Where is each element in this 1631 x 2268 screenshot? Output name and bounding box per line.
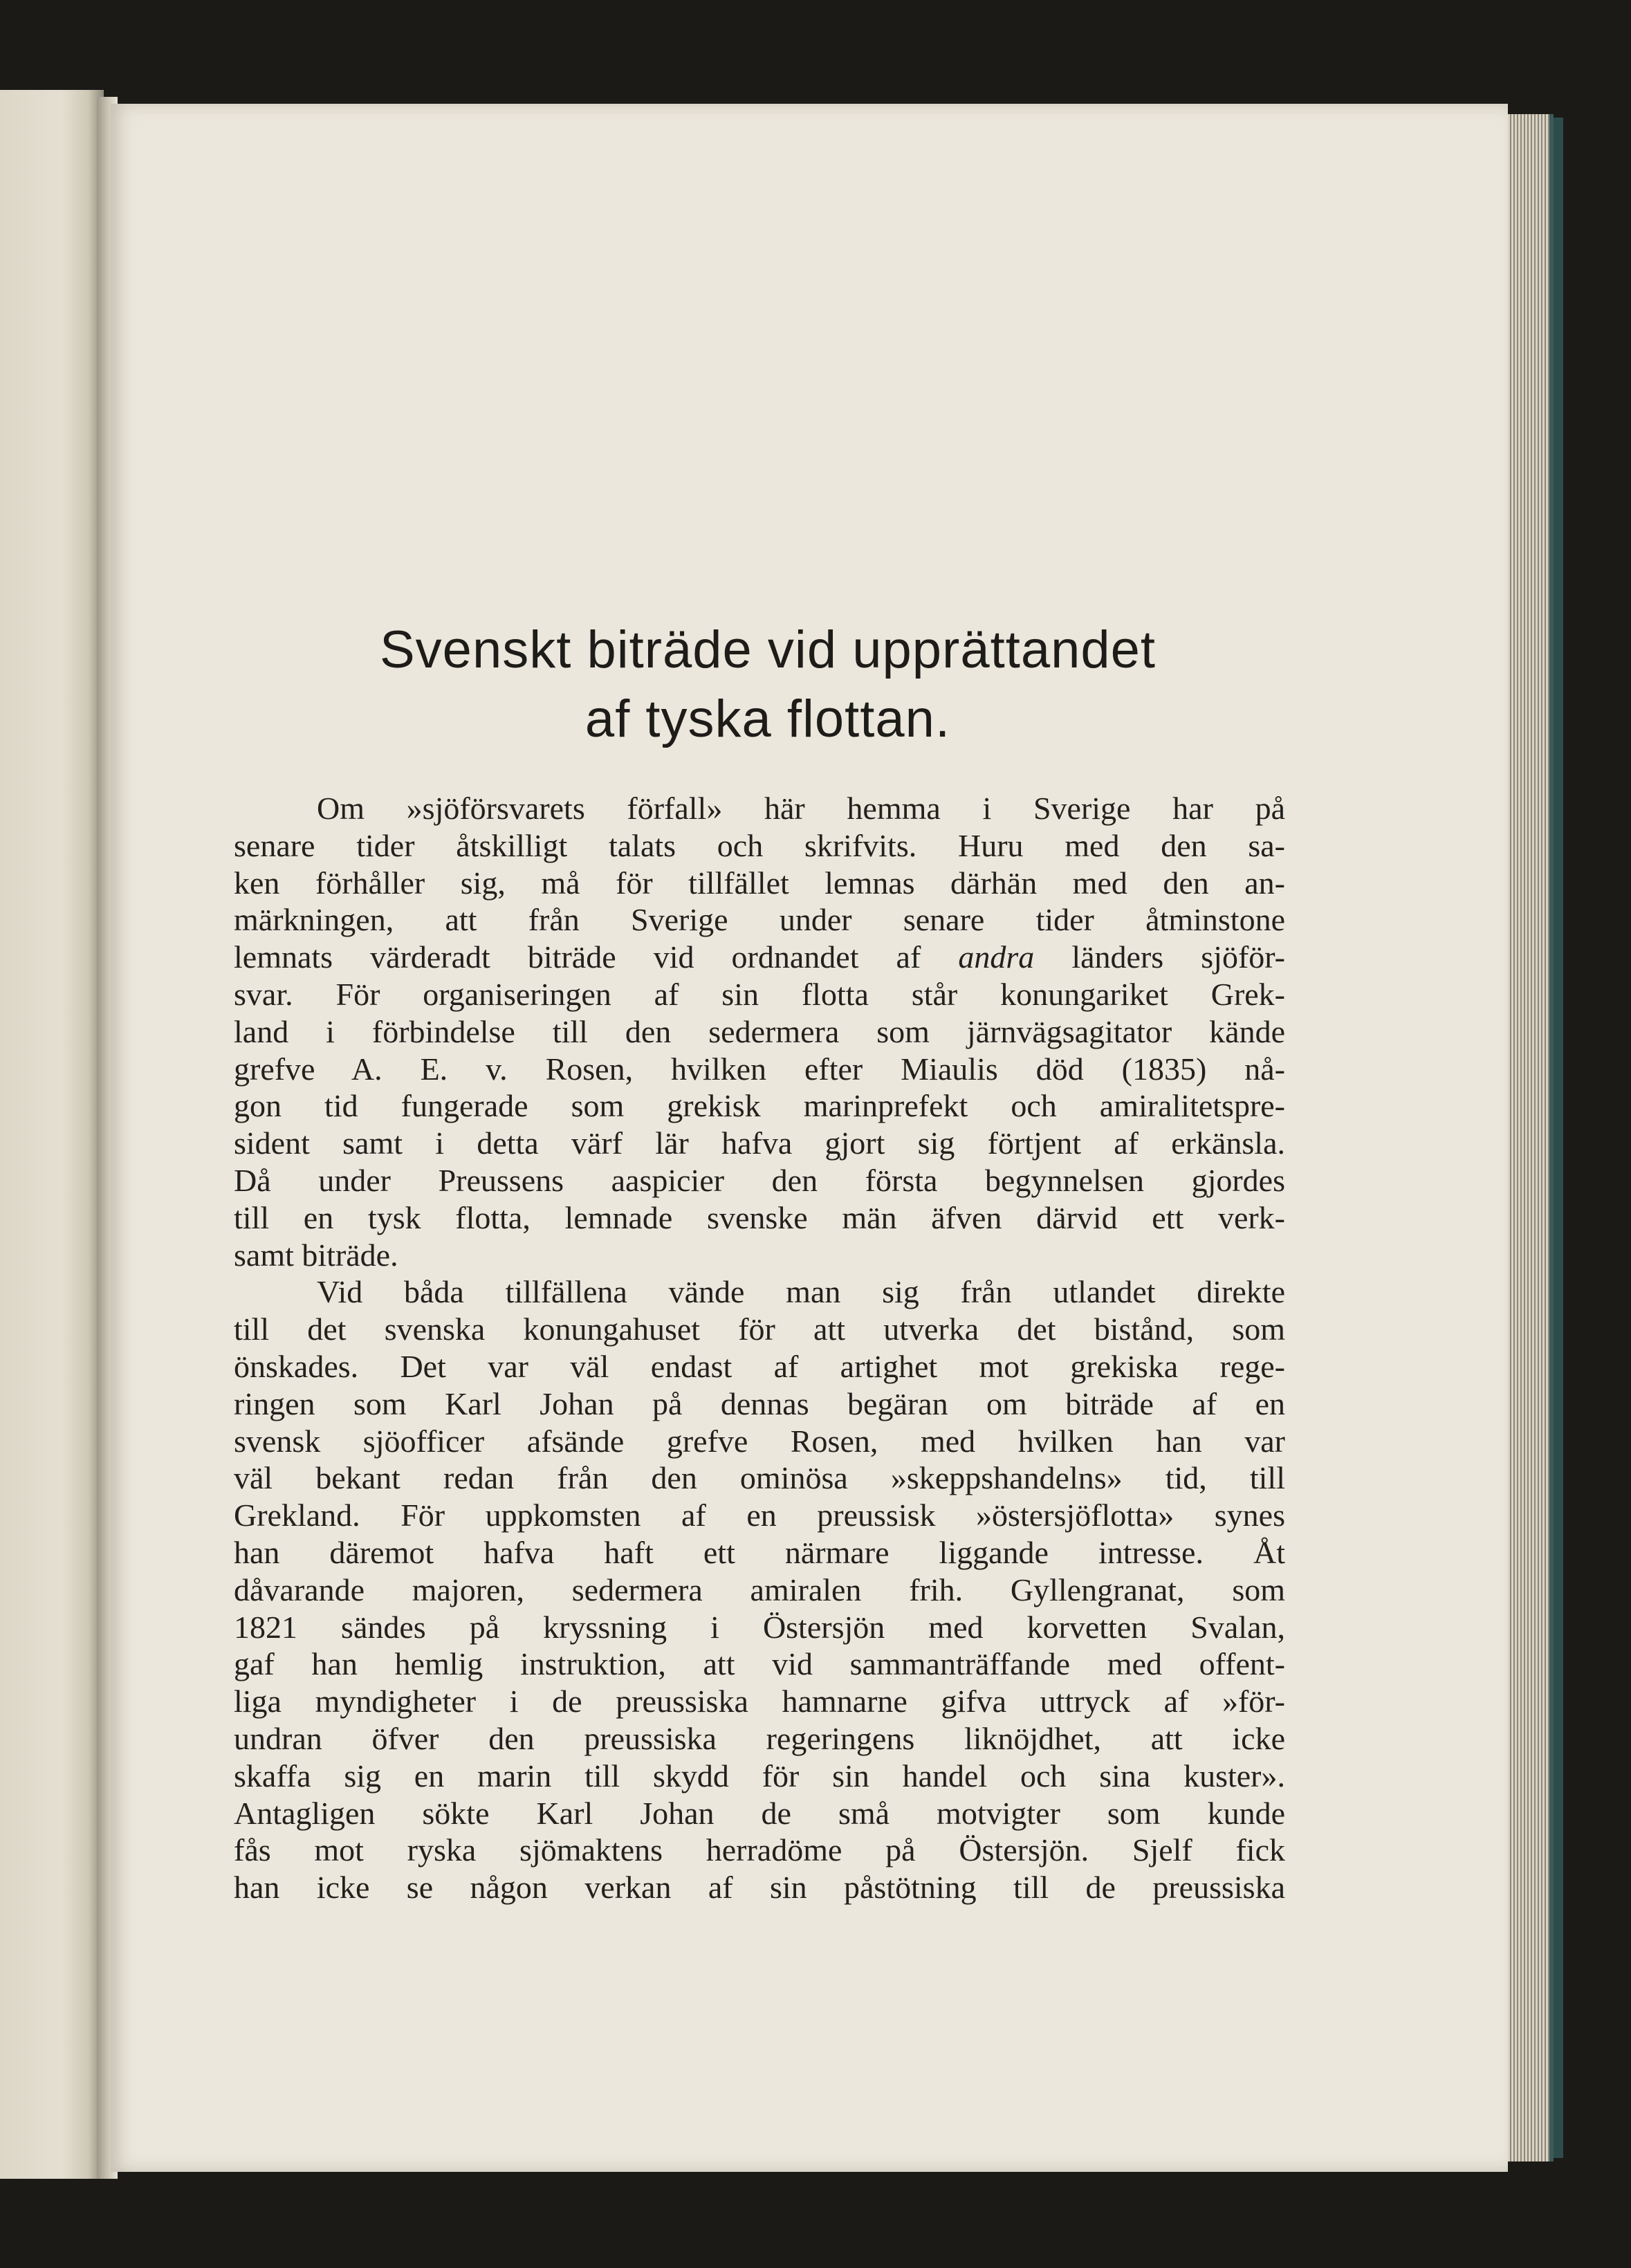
text-line: 1821 sändes på kryssning i Östersjön med korvetten Svalan, [234, 1609, 1285, 1645]
text-line: grefve A. E. v. Rosen, hvilken efter Miaulis död (1835) nå- [234, 1051, 1285, 1087]
text-line: ringen som Karl Johan på dennas begäran om biträde af en [234, 1385, 1285, 1421]
text-line: undran öfver den preussiska regeringens liknöjdhet, att icke [234, 1720, 1285, 1756]
chapter-title-line-1: Svenskt biträde vid upprättandet [379, 620, 1156, 679]
text-line: fås mot ryska sjömaktens herradöme på Östersjön. Sjelf fick [234, 1832, 1285, 1868]
text-line: han icke se någon verkan af sin påstötning till de preussiska [234, 1870, 1285, 1906]
text-segment: lemnats värderadt biträde vid ordnandet af [234, 939, 959, 975]
text-line: samt biträde. [234, 1237, 398, 1273]
text-segment: länders sjöför- [1034, 939, 1285, 975]
text-line [234, 939, 1285, 976]
text-line: väl bekant redan från den ominösa »skeppshandelns» tid, till [234, 1460, 1285, 1496]
text-line: Om »sjöförsvarets förfall» här hemma i Sverige har på [317, 791, 1285, 826]
text-line: senare tider åtskilligt talats och skrifvits. Huru med den sa- [234, 827, 1285, 863]
text-line: önskades. Det var väl endast af artighet mot grekiska rege- [234, 1348, 1285, 1384]
chapter-title-line-2: af tyska flottan. [584, 690, 951, 748]
book-cover-edge [1554, 118, 1563, 2158]
text-line: svar. För organiseringen af sin flotta står konungariket Grek- [234, 976, 1285, 1012]
text-line: ken förhåller sig, må för tillfället lemnas därhän med den an- [234, 865, 1285, 901]
text-line: land i förbindelse till den sedermera som järnvägsagitator kände [234, 1013, 1285, 1049]
text-line: märkningen, att från Sverige under senare tider åtminstone [234, 902, 1285, 938]
text-line: svensk sjöofficer afsände grefve Rosen, med hvilken han var [234, 1423, 1285, 1459]
paragraph-2 [234, 1273, 1285, 1906]
text-line: Vid båda tillfällena vände man sig från utlandet direkte [317, 1274, 1285, 1310]
text-line: liga myndigheter i de preussiska hamnarne gifva uttryck af »för- [234, 1684, 1285, 1720]
paragraph-1 [234, 790, 1285, 1273]
text-line: Då under Preussens aaspicier den första begynnelsen gjordes [234, 1162, 1285, 1198]
text-line: gaf han hemlig instruktion, att vid sammanträffande med offent- [234, 1646, 1285, 1682]
body-text [234, 790, 1285, 1906]
text-line: dåvarande majoren, sedermera amiralen frih. Gyllengranat, som [234, 1571, 1285, 1607]
text-line: skaffa sig en marin till skydd för sin handel och sina kuster». [234, 1758, 1285, 1794]
text-line: gon tid fungerade som grekisk marinprefekt och amiralitetspre- [234, 1088, 1285, 1124]
text-line: Grekland. För uppkomsten af en preussisk »östersjöflotta» synes [234, 1497, 1285, 1533]
text-line: han däremot hafva haft ett närmare liggande intresse. Åt [234, 1534, 1285, 1570]
text-line: Antagligen sökte Karl Johan de små motvigter som kunde [234, 1795, 1285, 1831]
page-stack-edge [1508, 114, 1554, 2161]
chapter-title [249, 616, 1287, 754]
emphasized-word: andra [958, 939, 1035, 975]
text-line: sident samt i detta värf lär hafva gjort sig förtjent af erkänsla. [234, 1125, 1285, 1161]
text-line: till en tysk flotta, lemnade svenske män äfven därvid ett verk- [234, 1199, 1285, 1235]
previous-page-edge [0, 90, 104, 2179]
text-line: till det svenska konungahuset för att utverka det bistånd, som [234, 1311, 1285, 1347]
